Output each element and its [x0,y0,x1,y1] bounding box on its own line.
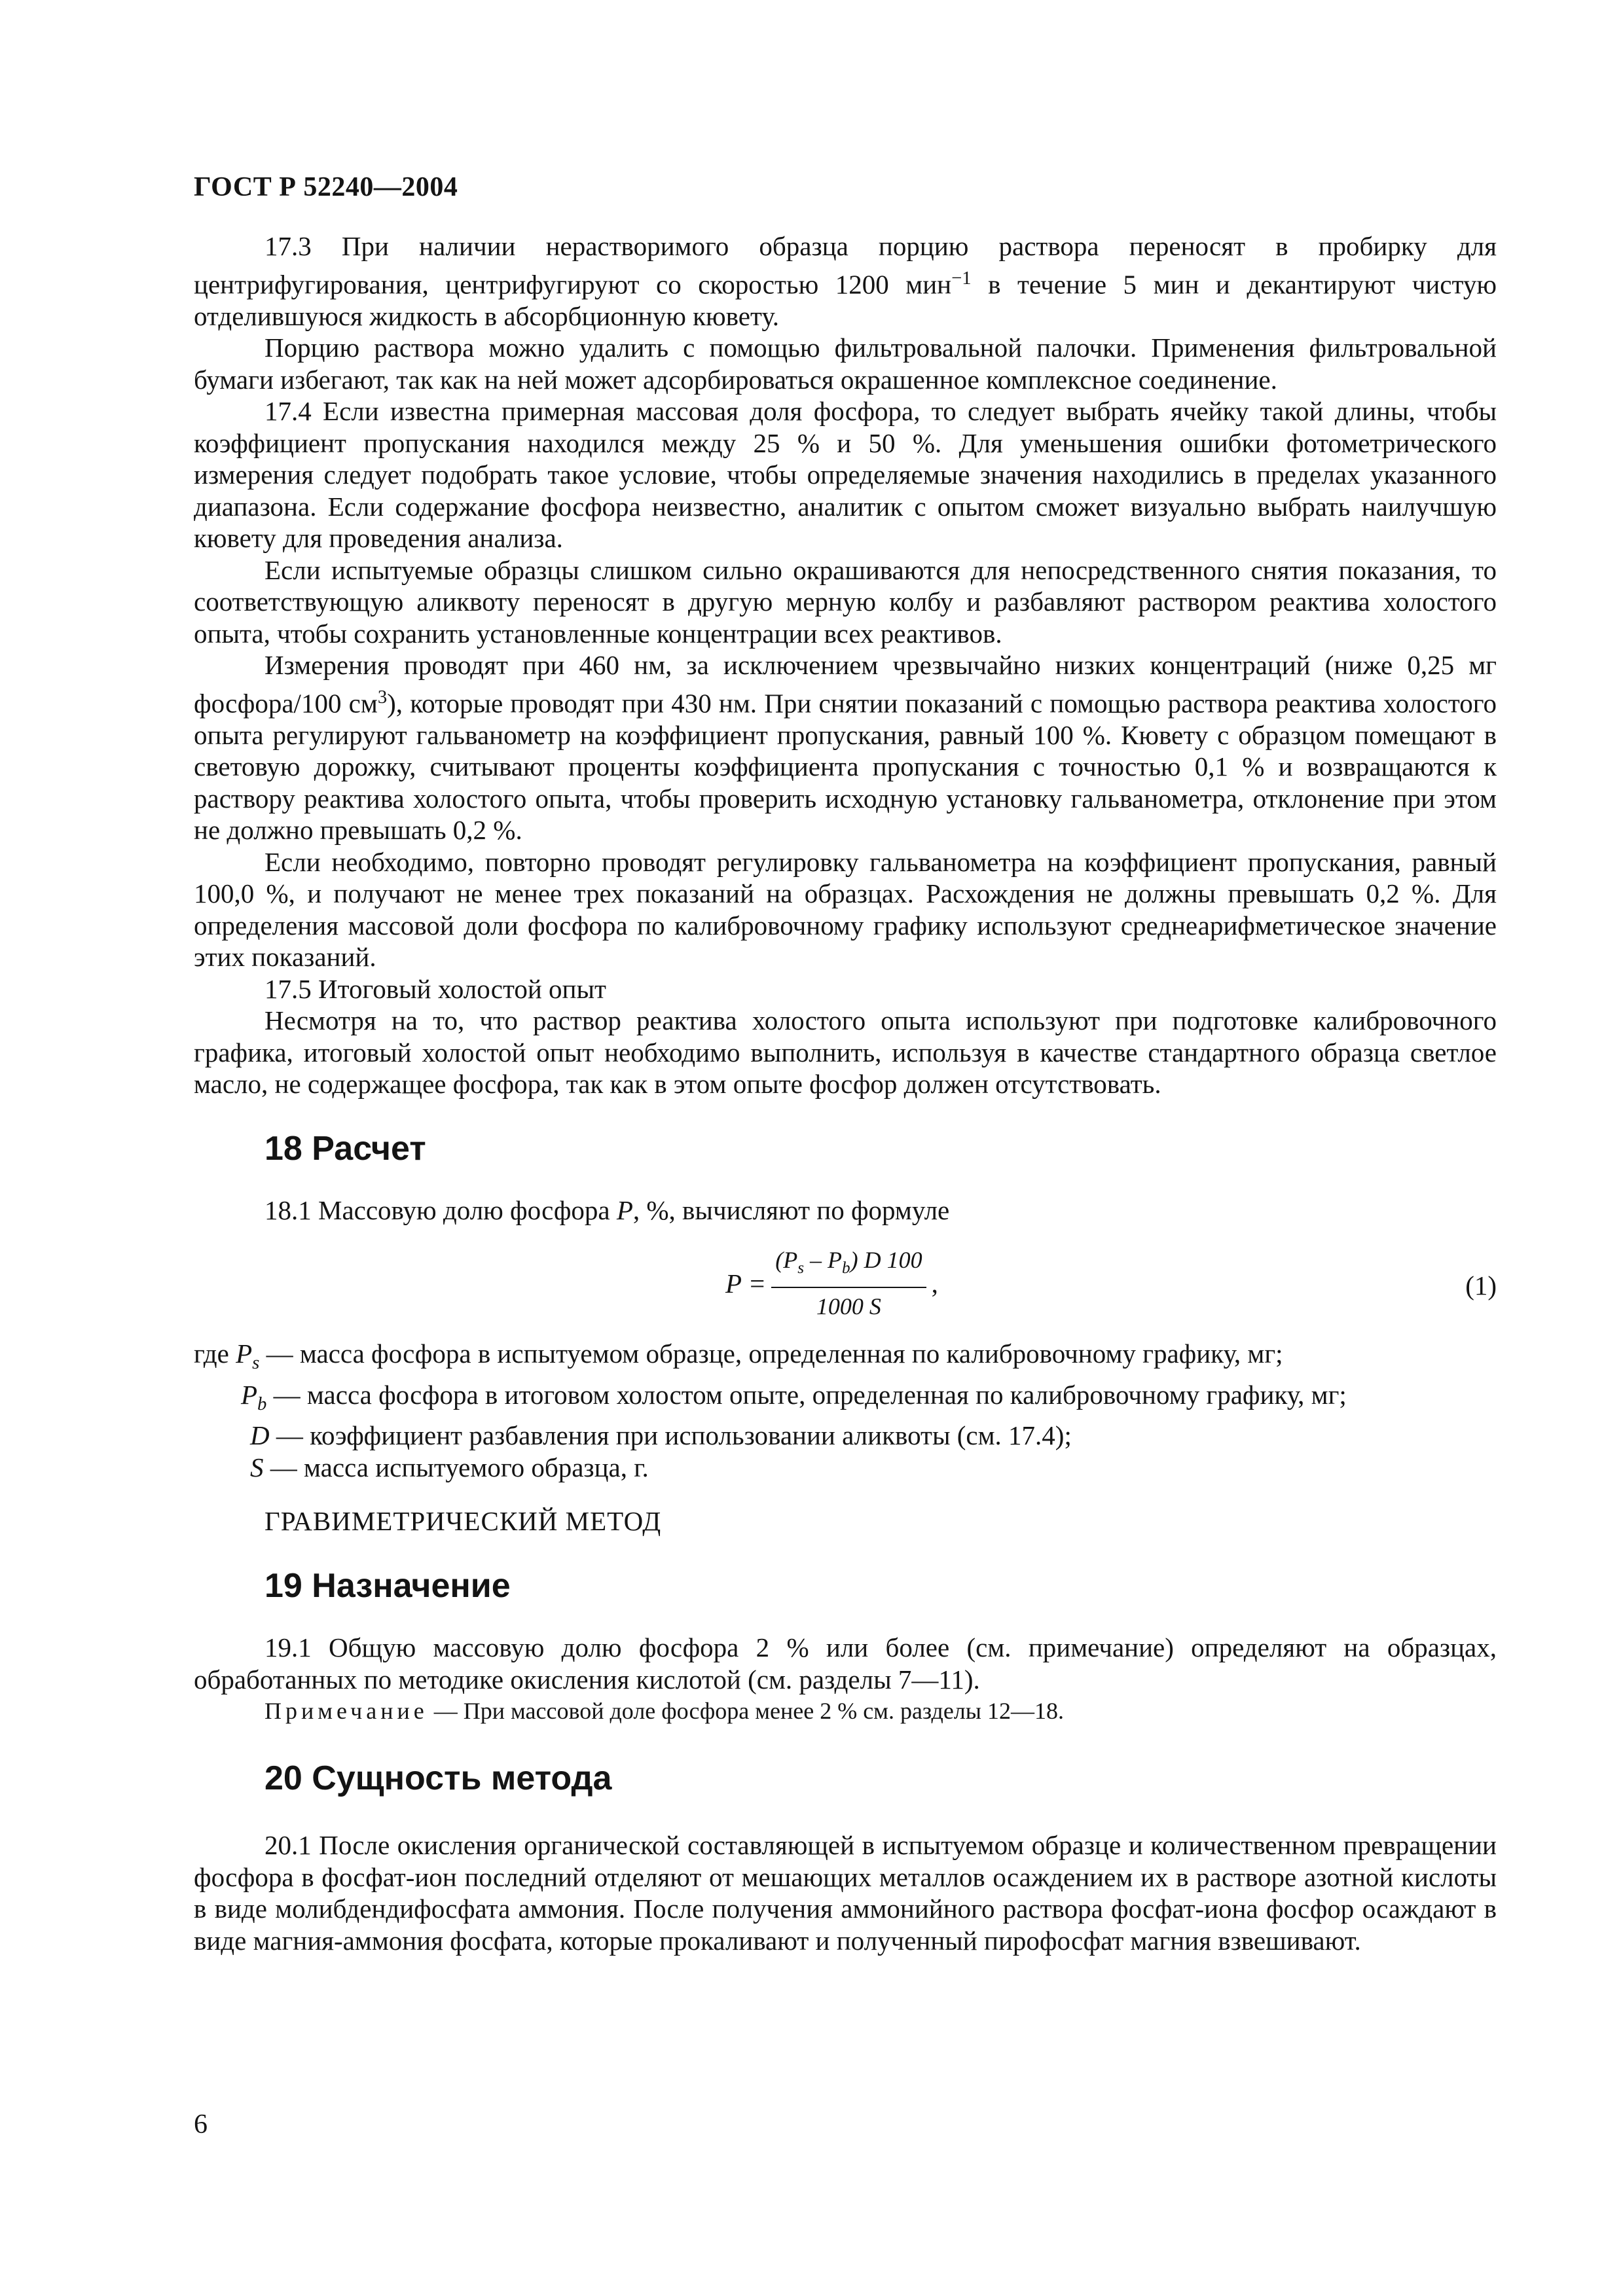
formula-part: (P [775,1246,798,1273]
paragraph-17-3 [194,230,1497,332]
formula [725,1245,938,1322]
section-title-19: 19 Назначение [264,1566,511,1605]
paragraph-galvanometer: Если необходимо, повторно проводят регулировку гальванометра на коэффициент пропускания, равный 100,0 %, и получают не менее трех показаний на образцах. Расхождения не должны превышать 0,2 %. Для определения массовой доли фосфора по калибровочному графику используют среднеарифметическое значение этих показаний. [194,846,1497,973]
formula-numerator [771,1244,926,1289]
document-body [194,230,1497,1956]
section-title-20: 20 Сущность метода [264,1759,612,1797]
superscript: −1 [951,267,972,289]
where-text: — масса фосфора в итоговом холостом опыте, определенная по калибровочному графику, мг; [266,1379,1347,1410]
where-line [194,1338,1283,1379]
paragraph-filter-stick: Порцию раствора можно удалить с помощью фильтровальной палочки. Применения фильтровальной бумаги избегают, так как на ней может адсорбироваться окрашенное комплексное соединение. [194,332,1497,395]
paragraph-text: в течение 5 мин и декантируют чистую отделившуюся жидкость в абсорбционную кювету. [194,269,1497,331]
where-symbol: P [241,1379,258,1410]
formula-part: 1000 S [816,1293,881,1320]
paragraph-text: 17.3 При наличии нерастворимого образца порцию раствора переносят в пробирку для центрифугирования, центрифугируют со скоростью 1200 мин [194,231,1497,300]
formula-sub: s [797,1259,805,1277]
variable: P [616,1195,633,1226]
where-symbol: S [250,1452,264,1482]
paragraph-measurement [194,649,1497,846]
where-line [194,1452,649,1484]
formula-block [194,1245,1497,1322]
paragraph-18-1 [194,1194,1497,1227]
method-title: ГРАВИМЕТРИЧЕСКИЙ МЕТОД [264,1506,662,1537]
where-item [194,1379,1497,1420]
paragraph-text: Измерения проводят при 460 нм, за исключением чрезвычайно низких концентраций (ниже 0,25 мг фосфора/100 см [194,650,1497,719]
where-prefix: где [194,1338,236,1369]
page-number: 6 [194,2109,208,2140]
where-symbol: D [250,1420,270,1451]
where-text: — масса фосфора в испытуемом образце, определенная по калибровочному графику, мг; [259,1338,1283,1369]
formula-lhs: P = [725,1268,767,1299]
formula-part: ) D 100 [850,1246,922,1273]
where-symbol-sub: s [252,1352,260,1373]
section-title-18: 18 Расчет [264,1129,426,1168]
where-line [194,1420,1072,1452]
equation-number: (1) [1465,1270,1497,1300]
where-line [194,1379,1347,1420]
document-code-header: ГОСТ Р 52240—2004 [194,172,458,202]
paragraph-aliquot: Если испытуемые образцы слишком сильно окрашиваются для непосредственного снятия показания, то соответствующую аликвоту переносят в другую мерную колбу и разбавляют раствором реактива холостого опыта, чтобы сохранить установленные концентрации всех реактивов. [194,554,1497,649]
paragraph-text: , %, вычисляют по формуле [632,1195,950,1226]
formula-trailing-comma: , [931,1268,938,1299]
paragraph-17-5-title: 17.5 Итоговый холостой опыт [264,973,606,1004]
where-list [194,1338,1497,1483]
note [194,1695,1497,1727]
where-item [194,1420,1497,1452]
formula-fraction [771,1244,926,1323]
where-symbol-sub: b [257,1393,267,1414]
where-text: — масса испытуемого образца, г. [263,1452,649,1482]
paragraph-17-4: 17.4 Если известна примерная массовая доля фосфора, то следует выбрать ячейку такой длины, чтобы коэффициент пропускания находился между 25 % и 50 %. Для уменьшения ошибки фотометрического измерения следует подобрать такое условие, чтобы определяемые значения находились в пределах указанного диапазона. Если содержание фосфора неизвестно, аналитик с опытом сможет визуально выбрать наилучшую кювету для проведения анализа. [194,396,1497,554]
paragraph-final-blank: Несмотря на то, что раствор реактива холостого опыта используют при подготовке калибровочного графика, итоговый холостой опыт необходимо выполнить, используя в качестве стандартного образца светлое масло, не содержащее фосфора, так как в этом опыте фосфор должен отсутствовать. [194,1005,1497,1100]
formula-denominator [816,1288,881,1323]
note-text: — При массовой доле фосфора менее 2 % см. разделы 12—18. [428,1698,1064,1725]
paragraph-text: 18.1 Массовую долю фосфора [264,1195,617,1226]
where-item [194,1338,1497,1379]
where-item [194,1452,1497,1484]
superscript: 3 [377,686,388,708]
where-symbol: P [236,1338,253,1369]
formula-part: – P [804,1246,843,1273]
formula-sub: b [842,1259,850,1277]
note-label: Примечание [264,1698,428,1725]
paragraph-19-1: 19.1 Общую массовую долю фосфора 2 % или более (см. примечание) определяют на образцах, обработанных по методике окисления кислотой (см. разделы 7—11). [194,1632,1497,1695]
paragraph-20-1: 20.1 После окисления органической составляющей в испытуемом образце и количественном превращении фосфора в фосфат-ион последний отделяют от мешающих металлов осаждением их в растворе азотной кислоты в виде молибдендифосфата аммония. После получения аммонийного раствора фосфат-иона фосфор осаждают в виде магния-аммония фосфата, которые прокаливают и полученный пирофосфат магния взвешивают. [194,1830,1497,1956]
where-text: — коэффициент разбавления при использовании аликвоты (см. 17.4); [269,1420,1072,1451]
paragraph-text: ), которые проводят при 430 нм. При снятии показаний с помощью раствора реактива холостого опыта регулируют гальванометр на коэффициент пропускания, равный 100 %. Кювету с образцом помещают в световую дорожку, считывают проценты коэффициента пропускания с точностью 0,1 % и возвращаются к раствору реактива холостого опыта, чтобы проверить исходную установку гальванометра, отклонение при этом не должно превышать 0,2 %. [194,688,1497,846]
